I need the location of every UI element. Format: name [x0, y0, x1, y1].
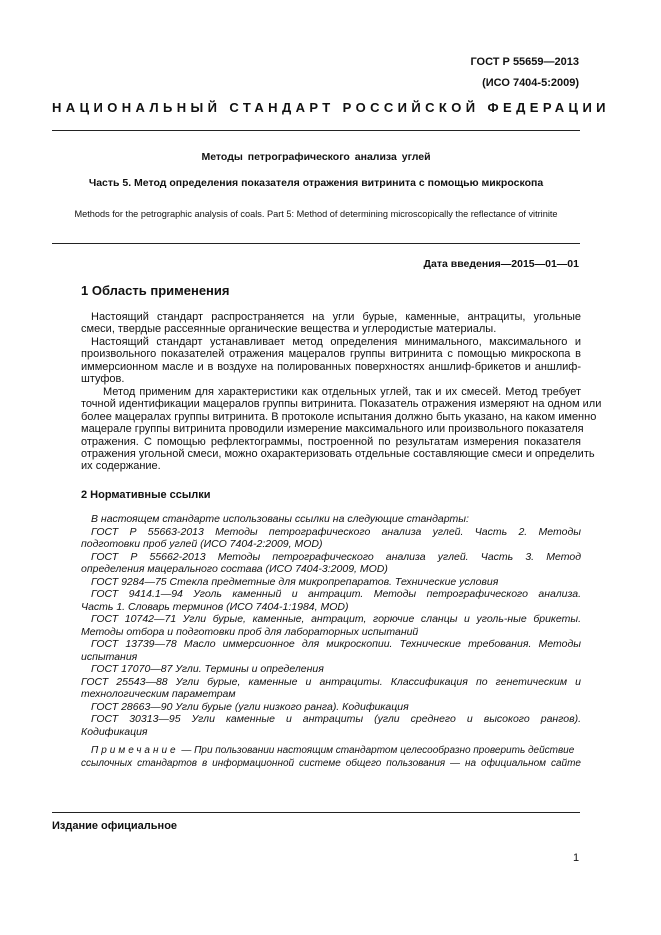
reference-line: Кодификация: [81, 725, 148, 738]
standard-number: ГОСТ Р 55659—2013: [470, 56, 579, 68]
reference-line: ГОСТ 25543—88 Угли бурые, каменные и антрациты. Классификация по генетическим и: [81, 675, 581, 688]
text-line: мацерале группы витринита проводили измерение максимального или произвольного показателя: [81, 423, 584, 436]
reference-line: Часть 1. Словарь терминов (ИСО 7404-1:1984, MOD): [81, 600, 349, 613]
title-divider: [52, 243, 580, 244]
text-line: Настоящий стандарт распространяется на угли бурые, каменные, антрациты, угольные: [91, 311, 581, 323]
reference-line: ГОСТ Р 55663-2013 Методы петрографического анализа углей. Часть 2. Методы: [91, 525, 581, 538]
text-line: точной идентификации мацералов группы витринита. Показатель отражения измеряют на одном или: [81, 398, 602, 411]
note-text-line-2: ссылочных стандартов в информационной системе общего пользования — на официальном сайте: [81, 757, 581, 769]
section-1-paragraph-2: [81, 336, 581, 386]
english-title: Methods for the petrographic analysis of coals. Part 5: Method of determining microscopically the reflectance of vitrinite: [74, 209, 558, 219]
reference-line: Методы отбора и подготовки проб для лабораторных испытаний: [81, 625, 419, 638]
reference-line: технологическим параметрам: [81, 688, 236, 700]
note: [81, 745, 581, 770]
text-line: отражения. С помощью рефлектограммы, построенной по результатам измерения показателя: [81, 435, 581, 448]
iso-number: (ИСО 7404-5:2009): [482, 77, 579, 89]
reference-line: ГОСТ 10742—71 Угли бурые, каменные, антрацит, горючие сланцы и уголь-ные брикеты.: [91, 613, 581, 625]
reference-line: ГОСТ 30313—95 Угли каменные и антрациты (угли среднего и высокого рангов).: [91, 713, 581, 725]
text-line: отражения угольной смеси, можно охарактеризовать отдельные составляющие смеси и определить: [81, 448, 595, 461]
text-line: иммерсионном масле и в воздухе на полированных поверхностях аншлиф-брикетов и аншлиф-: [81, 360, 581, 373]
reference-line: ГОСТ 9284—75 Стекла предметные для микропрепаратов. Технические условия: [91, 575, 499, 588]
page-number: 1: [573, 852, 580, 864]
official-edition-label: Издание официальное: [52, 820, 178, 832]
section-2-heading: 2 Нормативные ссылки: [81, 489, 211, 501]
references-list: [81, 513, 581, 738]
reference-line: ГОСТ 17070—87 Угли. Термины и определения: [91, 663, 324, 675]
reference-line: ГОСТ Р 55662-2013 Методы петрографического анализа углей. Часть 3. Метод: [91, 550, 581, 563]
section-1-heading: 1 Область применения: [81, 283, 230, 298]
national-standard-title: НАЦИОНАЛЬНЫЙ СТАНДАРТ РОССИЙСКОЙ ФЕДЕРАЦИИ: [52, 100, 610, 115]
reference-line: подготовки проб углей (ИСО 7404-2:2009, MOD): [81, 538, 323, 550]
text-line: Метод применим для характеристики как отдельных углей, так и их смесей. Метод требует: [103, 386, 581, 398]
section-1-paragraph-1: [81, 311, 581, 336]
effective-date: Дата введения—2015—01—01: [423, 258, 579, 270]
section-1-paragraph-3: [81, 386, 602, 473]
text-line: произвольного показателей отражения мацералов группы витринита с помощью микроскопа в: [81, 348, 581, 361]
text-line: штуфов.: [81, 373, 125, 386]
note-text: — При пользовании настоящим стандартом целесообразно проверить действие: [181, 745, 575, 756]
reference-line: ГОСТ 13739—78 Масло иммерсионное для микроскопии. Технические требования. Методы: [91, 638, 581, 650]
header-divider: [52, 130, 580, 131]
references-intro: В настоящем стандарте использованы ссылки на следующие стандарты:: [91, 513, 469, 525]
reference-line: ГОСТ 9414.1—94 Уголь каменный и антрацит. Методы петрографического анализа.: [91, 588, 581, 600]
footer-divider: [52, 812, 580, 813]
reference-line: определения мацерального состава (ИСО 7404-3:2009, MOD): [81, 563, 388, 575]
document-part-title: Часть 5. Метод определения показателя отражения витринита с помощью микроскопа: [88, 177, 544, 189]
reference-line: испытания: [81, 650, 138, 663]
text-line: смеси, твердые рассеянные органические вещества и углеродистые материалы.: [81, 323, 497, 336]
text-line: Настоящий стандарт устанавливает метод определения минимального, максимального и: [91, 336, 581, 348]
reference-line: ГОСТ 28663—90 Угли бурые (угли низкого ранга). Кодификация: [91, 700, 409, 713]
text-line: их содержание.: [81, 460, 161, 473]
text-line: более мацералах группы витринита. В протоколе испытания должно быть указано, на каком именно: [81, 410, 597, 423]
note-label: Примечание: [91, 745, 179, 756]
document-title: Методы петрографического анализа углей: [201, 151, 431, 163]
